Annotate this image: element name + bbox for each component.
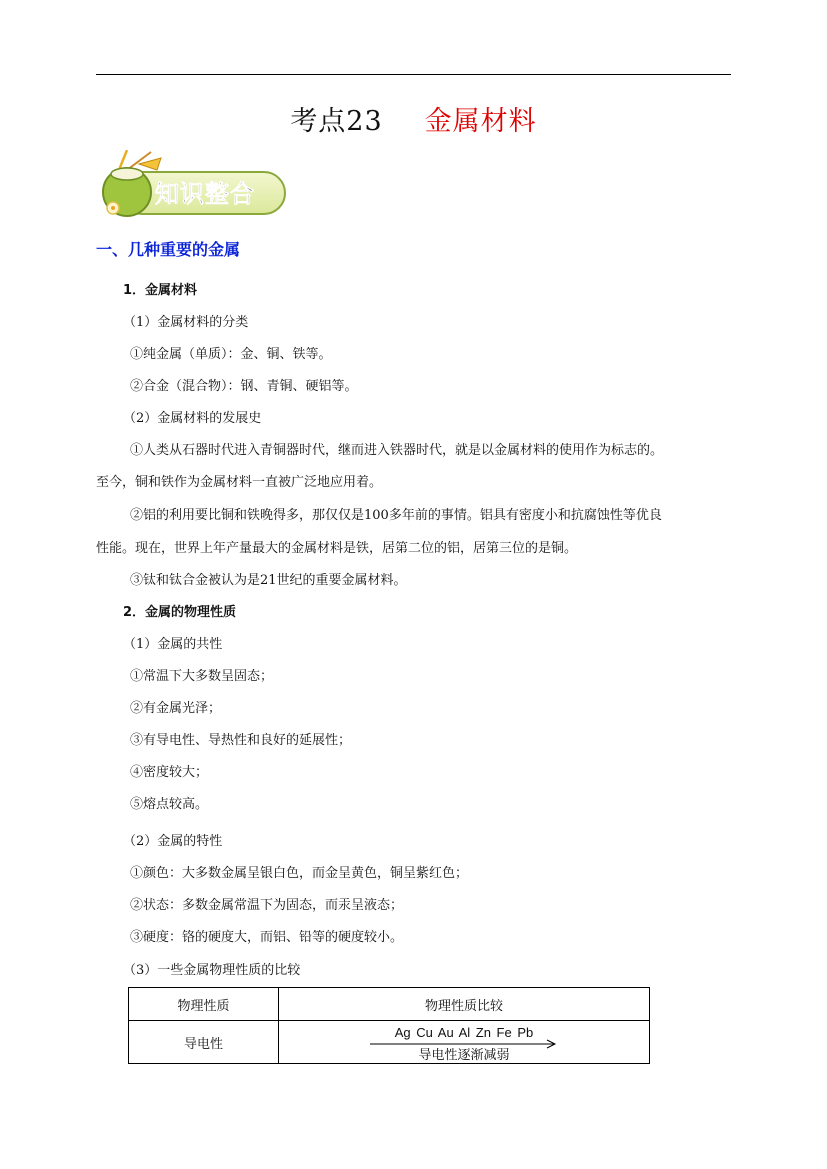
paragraph: （3）一些金属物理性质的比较	[123, 963, 301, 978]
paragraph: （2）金属材料的发展史	[123, 411, 262, 426]
paragraph: 性能。现在，世界上年产量最大的金属材料是铁，居第二位的铝，居第三位的是铜。	[96, 541, 578, 556]
knowledge-badge	[99, 150, 289, 224]
paragraph: （1）金属的共性	[123, 637, 223, 652]
table-cell: 导电性	[129, 1021, 279, 1064]
flower-center	[111, 206, 115, 210]
subsection-title-1: 1．金属材料	[123, 283, 198, 298]
paragraph: ⑤熔点较高。	[130, 797, 209, 812]
comparison-table	[128, 987, 650, 1064]
paragraph: ①颜色：大多数金属呈银白色，而金呈黄色，铜呈紫红色；	[130, 866, 469, 881]
metal-sequence: Ag Cu Au Al Zn Fe Pb	[394, 1025, 534, 1040]
paragraph: （2）金属的特性	[123, 834, 223, 849]
table-cell-arrow	[279, 1021, 650, 1064]
table-header-row	[129, 988, 650, 1021]
paragraph: ②合金（混合物）：钢、青铜、硬铝等。	[130, 379, 358, 394]
page-title	[0, 104, 827, 140]
table-header-cell: 物理性质比较	[279, 988, 650, 1021]
table-row	[129, 1021, 650, 1064]
paragraph: ③钛和钛合金被认为是21世纪的重要金属材料。	[130, 573, 407, 588]
title-name: 金属材料	[424, 106, 537, 137]
subsection-title-2: 2．金属的物理性质	[123, 605, 237, 620]
title-number: 考点23	[290, 106, 383, 137]
arrow-caption: 导电性逐渐减弱	[418, 1048, 510, 1063]
paragraph: ①人类从石器时代进入青铜器时代，继而进入铁器时代，就是以金属材料的使用作为标志的。	[130, 443, 664, 458]
badge-text: 知识整合	[155, 180, 255, 208]
section-heading: 一、几种重要的金属	[96, 240, 241, 259]
paragraph: ③硬度：铬的硬度大，而铝、铅等的硬度较小。	[130, 930, 404, 945]
paragraph: ②铝的利用要比铜和铁晚得多，那仅仅是100多年前的事情。铝具有密度小和抗腐蚀性等优良	[130, 508, 662, 523]
table-header-cell: 物理性质	[129, 988, 279, 1021]
paragraph: ②状态：多数金属常温下为固态，而汞呈液态；	[130, 898, 404, 913]
paragraph: ①常温下大多数呈固态；	[130, 669, 274, 684]
top-rule	[96, 74, 731, 75]
paragraph: ④密度较大；	[130, 765, 209, 780]
coconut-top	[111, 168, 143, 180]
paragraph: （1）金属材料的分类	[123, 315, 249, 330]
straw-icon	[119, 150, 127, 170]
paragraph: ②有金属光泽；	[130, 701, 222, 716]
paragraph: ①纯金属（单质）：金、铜、铁等。	[130, 347, 332, 362]
paragraph: ③有导电性、导热性和良好的延展性；	[130, 733, 352, 748]
paragraph: 至今，铜和铁作为金属材料一直被广泛地应用着。	[96, 475, 383, 490]
umbrella-icon	[139, 158, 161, 170]
